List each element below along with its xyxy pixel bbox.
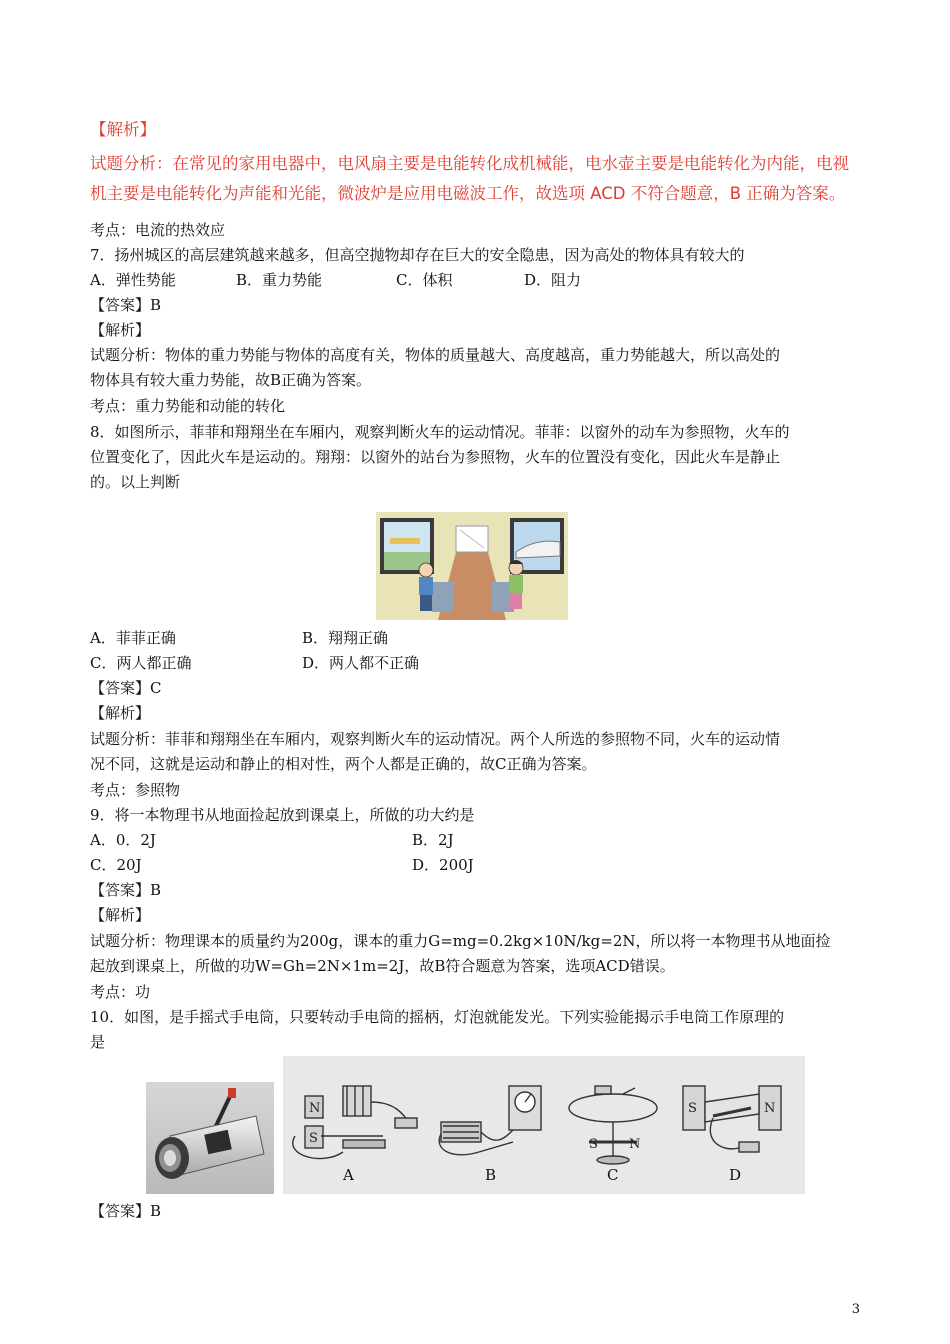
q8-option-d: D．两人都不正确	[302, 654, 420, 672]
q7-analysis-label: 【解析】	[90, 321, 151, 339]
q9-analysis-line-1: 试题分析：物理课本的质量约为200g，课本的重力G=mg=0.2kg×10N/kg=2N，所以将一本物理书从地面捡	[90, 932, 831, 950]
experiment-diagrams-figure	[283, 1056, 805, 1194]
pole-label: N	[629, 1137, 641, 1152]
pole-label: S	[688, 1101, 697, 1116]
pole-label: N	[309, 1101, 321, 1116]
q8-stem-line-1: 8．如图所示，菲菲和翔翔坐在车厢内，观察判断火车的运动情况。菲菲：以窗外的动车为参照物，火车的	[90, 423, 790, 441]
q7-analysis-line-2: 物体具有较大重力势能，故B正确为答案。	[90, 371, 372, 389]
q9-stem: 9．将一本物理书从地面捡起放到课桌上，所做的功大约是	[90, 806, 475, 824]
q7-option-d: D．阻力	[524, 271, 582, 289]
q10-stem-line-1: 10．如图，是手摇式手电筒，只要转动手电筒的摇柄，灯泡就能发光。下列实验能揭示手电筒工作原理的	[90, 1008, 785, 1026]
q7-analysis-line-1: 试题分析：物体的重力势能与物体的高度有关，物体的质量越大、高度越高，重力势能越大，所以高处的	[90, 346, 781, 364]
page-number: 3	[851, 1302, 860, 1317]
q8-stem-line-2: 位置变化了，因此火车是运动的。翔翔：以窗外的站台为参照物，火车的位置没有变化，因此火车是静止	[90, 448, 781, 466]
prev-knowledge-point: 考点：电流的热效应	[90, 221, 226, 239]
q7-answer: 【答案】B	[90, 296, 162, 314]
q9-answer: 【答案】B	[90, 881, 162, 899]
pole-label: N	[764, 1101, 776, 1116]
q8-answer: 【答案】C	[90, 679, 162, 697]
q7-knowledge-point: 考点：重力势能和动能的转化	[90, 397, 286, 415]
q9-analysis-line-2: 起放到课桌上，所做的功W=Gh=2N×1m=2J，故B符合题意为答案，选项ACD错误。	[90, 957, 675, 975]
figure-label-b: B	[485, 1166, 497, 1184]
pole-label: S	[589, 1137, 598, 1152]
q8-option-a: A．菲菲正确	[90, 629, 176, 647]
q8-stem-line-3: 的。以上判断	[90, 473, 181, 491]
q8-analysis-line-1: 试题分析：菲菲和翔翔坐在车厢内，观察判断火车的运动情况。两个人所选的参照物不同，火车的运动情	[90, 730, 781, 748]
q7-option-c: C．体积	[396, 271, 453, 289]
q7-stem: 7．扬州城区的高层建筑越来越多，但高空抛物却存在巨大的安全隐患，因为高处的物体具有较大的	[90, 246, 745, 264]
hand-crank-flashlight-figure	[146, 1082, 274, 1194]
q9-analysis-label: 【解析】	[90, 906, 151, 924]
q8-knowledge-point: 考点：参照物	[90, 781, 181, 799]
figure-label-c: C	[607, 1166, 619, 1184]
q8-analysis-line-2: 况不同，这就是运动和静止的相对性，两个人都是正确的，故C正确为答案。	[90, 755, 597, 773]
q9-option-d: D．200J	[412, 856, 474, 874]
pole-label: S	[309, 1131, 318, 1146]
figure-label-d: D	[729, 1166, 742, 1184]
q9-option-a: A．0．2J	[90, 831, 156, 849]
q8-option-c: C．两人都正确	[90, 654, 192, 672]
prev-analysis-line-1: 试题分析：在常见的家用电器中，电风扇主要是电能转化成机械能，电水壶主要是电能转化为内能，电视	[90, 154, 849, 173]
prev-analysis-label: 【解析】	[90, 120, 156, 139]
q9-option-b: B．2J	[412, 831, 454, 849]
q8-analysis-label: 【解析】	[90, 704, 151, 722]
q10-stem-line-2: 是	[90, 1033, 106, 1051]
figure-label-a: A	[343, 1166, 354, 1184]
q7-option-a: A．弹性势能	[90, 271, 176, 289]
q9-knowledge-point: 考点：功	[90, 983, 151, 1001]
prev-analysis-line-2: 机主要是电能转化为声能和光能，微波炉是应用电磁波工作，故选项 ACD 不符合题意，B 正确为答案。	[90, 184, 846, 203]
train-carriage-figure	[376, 512, 568, 620]
q9-option-c: C．20J	[90, 856, 142, 874]
q8-option-b: B．翔翔正确	[302, 629, 389, 647]
boy-figure	[419, 563, 433, 577]
q10-answer: 【答案】B	[90, 1202, 162, 1220]
q7-option-b: B．重力势能	[236, 271, 323, 289]
